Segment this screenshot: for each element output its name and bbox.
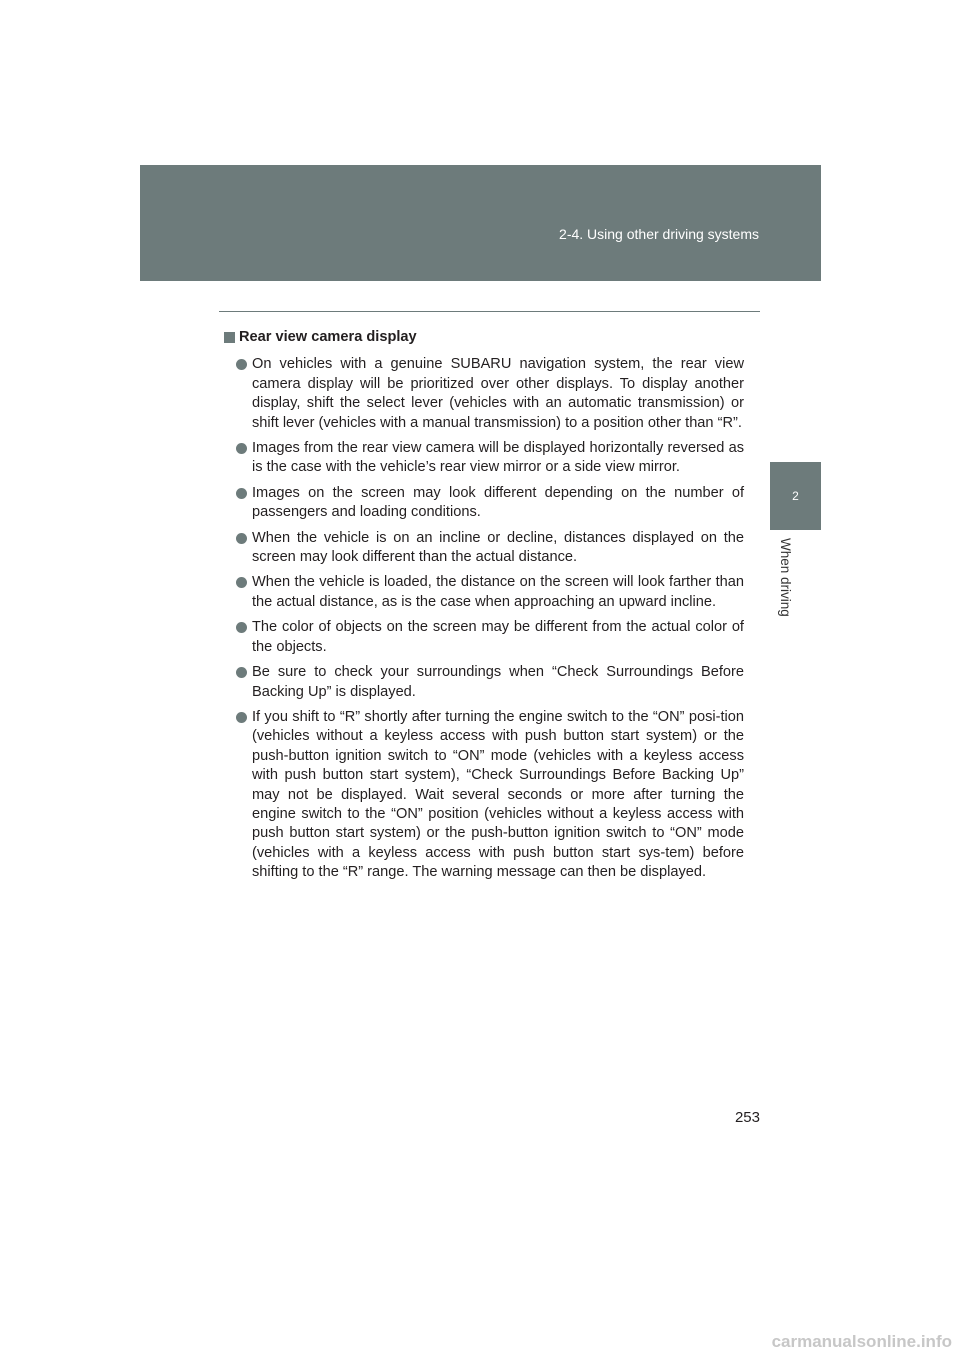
header-divider: [219, 311, 760, 312]
circle-bullet-icon: [236, 359, 247, 370]
circle-bullet-icon: [236, 533, 247, 544]
circle-bullet-icon: [236, 443, 247, 454]
square-bullet-icon: [224, 332, 235, 343]
main-content: [224, 328, 744, 889]
chapter-number: 2: [792, 489, 799, 503]
circle-bullet-icon: [236, 622, 247, 633]
list-item: The color of objects on the screen may be different from the actual color of the objects.: [224, 618, 744, 657]
section-heading-text: Rear view camera display: [239, 329, 417, 345]
header-band: [140, 165, 821, 281]
page-number: 253: [734, 1109, 760, 1126]
chapter-label: When driving: [778, 538, 793, 617]
circle-bullet-icon: [236, 488, 247, 499]
circle-bullet-icon: [236, 577, 247, 588]
section-title: 2-4. Using other driving systems: [559, 226, 759, 242]
section-heading: [224, 328, 744, 347]
bullet-list: [224, 355, 744, 882]
list-item: When the vehicle is on an incline or decline, distances displayed on the screen may look different than the actual distance.: [224, 529, 744, 568]
watermark: carmanualsonline.info: [771, 1332, 952, 1351]
list-item: Images on the screen may look different depending on the number of passengers and loading conditions.: [224, 484, 744, 523]
list-item: Be sure to check your surroundings when “Check Surroundings Before Backing Up” is displayed.: [224, 663, 744, 702]
chapter-tab[interactable]: [770, 462, 821, 530]
circle-bullet-icon: [236, 667, 247, 678]
list-item: If you shift to “R” shortly after turning the engine switch to the “ON” posi-tion (vehicles without a keyless access with push button start system) or the push-button ignition switch to “ON” mode (vehicles with a keyless access with push button start system), “Check Surroundings Before Backing Up” may not be displayed. Wait several seconds or more after turning the engine switch to the “ON” position (vehicles without a keyless access with push button start system) or the push-button ignition switch to “ON” mode (vehicles with a keyless access with push button start sys-tem) before shifting to the “R” range. The warning message can then be displayed.: [224, 708, 744, 883]
list-item: Images from the rear view camera will be displayed horizontally reversed as is the case with the vehicle’s rear view mirror or a side view mirror.: [224, 439, 744, 478]
list-item: When the vehicle is loaded, the distance on the screen will look farther than the actual distance, as is the case when approaching an upward incline.: [224, 573, 744, 612]
circle-bullet-icon: [236, 712, 247, 723]
list-item: On vehicles with a genuine SUBARU navigation system, the rear view camera display will be prioritized over other displays. To display another display, shift the select lever (vehicles with an automatic transmission) or shift lever (vehicles with a manual transmission) to a position other than “R”.: [224, 355, 744, 433]
